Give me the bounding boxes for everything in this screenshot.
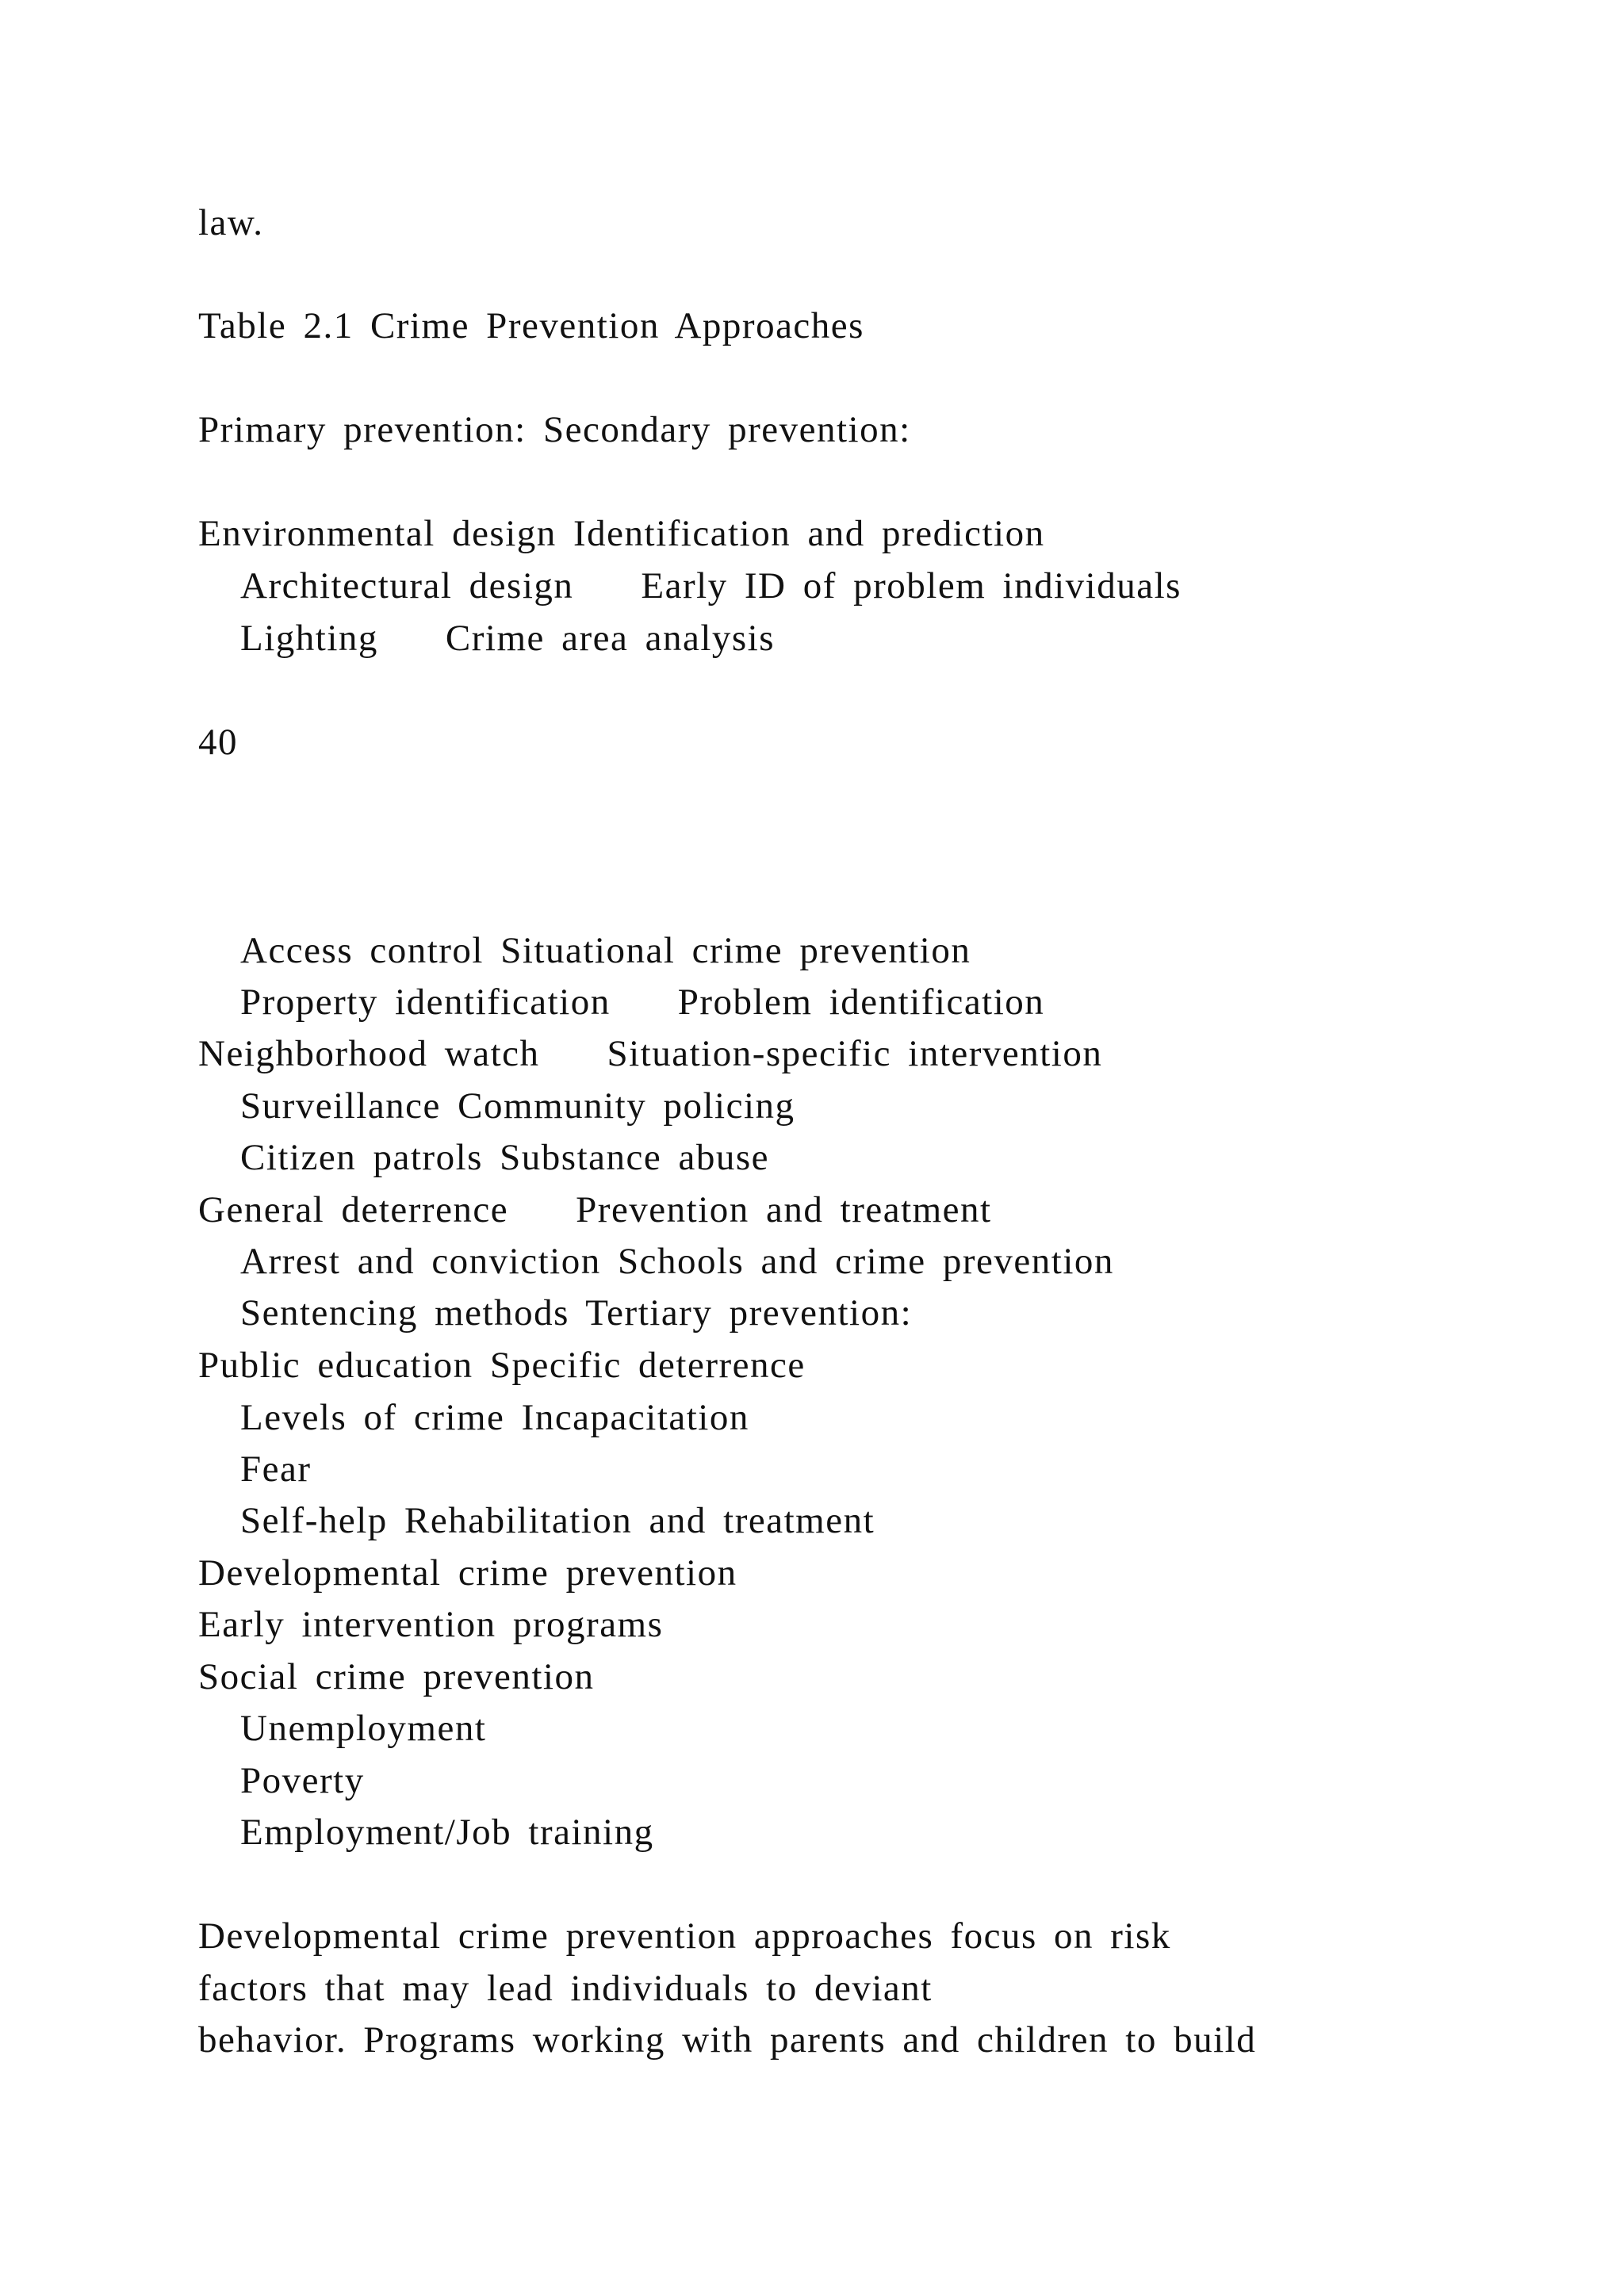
body-line: behavior. Programs working with parents and children to build <box>198 2019 1257 2061</box>
body-line: Developmental crime prevention approaches focus on risk <box>198 1915 1171 1957</box>
table-row: Self-help Rehabilitation and treatment <box>240 1500 875 1541</box>
table-row: Early intervention programs <box>198 1604 664 1645</box>
continuation-text: law. <box>198 202 264 243</box>
table-row: Social crime prevention <box>198 1656 595 1697</box>
table-row: Public education Specific deterrence <box>198 1345 806 1386</box>
table-row: Architectural design Early ID of problem individuals <box>240 565 1182 607</box>
table-row: Levels of crime Incapacitation <box>240 1397 749 1438</box>
table-row: Access control Situational crime prevention <box>240 930 971 971</box>
table-row: Citizen patrols Substance abuse <box>240 1137 769 1178</box>
table-row: Surveillance Community policing <box>240 1085 795 1127</box>
table-row: Neighborhood watch Situation-specific intervention <box>198 1033 1103 1074</box>
table-row: General deterrence Prevention and treatment <box>198 1189 992 1230</box>
table-row: Environmental design Identification and prediction <box>198 513 1045 554</box>
table-row: Unemployment <box>240 1708 487 1749</box>
table-header: Primary prevention: Secondary prevention: <box>198 409 911 450</box>
body-line: factors that may lead individuals to deviant <box>198 1968 933 2009</box>
table-row: Developmental crime prevention <box>198 1552 737 1594</box>
table-row: Sentencing methods Tertiary prevention: <box>240 1292 913 1334</box>
table-row: Employment/Job training <box>240 1812 654 1853</box>
table-row: Lighting Crime area analysis <box>240 618 776 659</box>
table-row: Poverty <box>240 1760 365 1801</box>
table-row: Property identification Problem identification <box>240 982 1045 1023</box>
page-number: 40 <box>198 721 238 763</box>
table-row: Fear <box>240 1448 312 1490</box>
table-caption: Table 2.1 Crime Prevention Approaches <box>198 305 864 346</box>
table-row: Arrest and conviction Schools and crime prevention <box>240 1241 1114 1282</box>
